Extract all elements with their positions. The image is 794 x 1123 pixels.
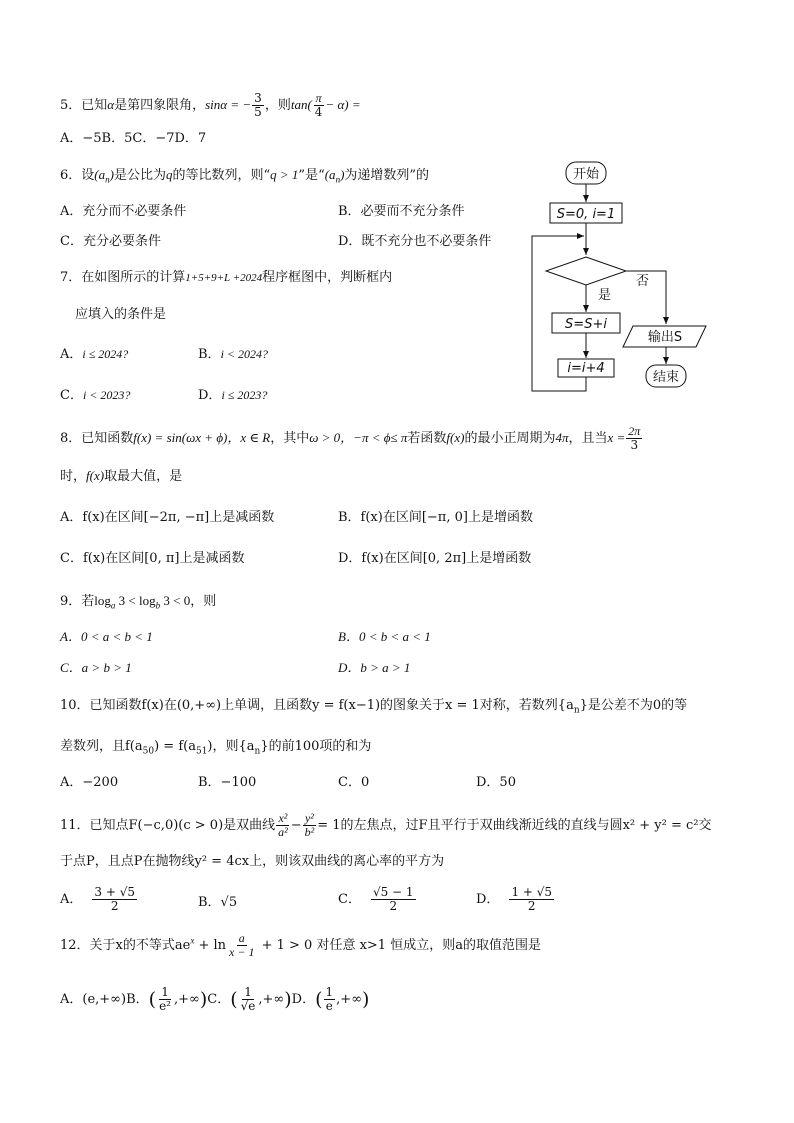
q6-option-d: D．既不充分也不必要条件 xyxy=(338,234,492,249)
q10-option-a: A．−200 xyxy=(60,775,119,790)
q11-stem: 11．已知点F(−c,0)(c > 0)是双曲线 $\frac{\text{x²}}{\text{a²}}$ − $\frac{\text{y²}}{\text{b²}}$ = 1的左焦点，过F且平行于双曲线渐近线的直线与圆x² + y² = c²交 xyxy=(60,811,712,839)
q5-frac: $\frac{3}{5}$ xyxy=(254,91,262,119)
q10-option-d: D．50 xyxy=(476,775,516,790)
q9-option-c: C．a > b > 1 xyxy=(60,660,132,675)
q11-option-d: D． $\frac{1 + √5}{2}$ xyxy=(476,885,553,913)
flow-step2-label: i=i+4 xyxy=(567,361,605,376)
q6-seq2: $(a_n)$ xyxy=(324,167,345,185)
q6-cond: q > 1 xyxy=(270,167,299,182)
q6-option-c: C．充分必要条件 xyxy=(60,234,161,249)
q12-frac: $\frac{a}{x - 1}$ xyxy=(229,931,255,959)
q11-option-a: A． $\frac{3 + √5}{2}$ xyxy=(60,885,135,913)
q10-option-b: B．−100 xyxy=(198,775,257,790)
q8-cond: ω > 0，−π < ϕ≤ π xyxy=(309,430,408,445)
q7-option-a: A．i ≤ 2024? xyxy=(60,347,129,362)
q8-option-d: D．f(x)在区间[0, 2π]上是增函数 xyxy=(338,551,532,566)
q10-stem-line2: 差数列，且$f(a_{50}) = f(a_{51})$，则$\{a_n\}$的前100项的和为 xyxy=(60,739,372,757)
q8-frac: $\frac{2\pi}{3}$ xyxy=(628,424,641,452)
q8-option-a: A．f(x)在区间[−2π, −π]上是减函数 xyxy=(60,510,275,525)
q9-option-a: A．0 < a < b < 1 xyxy=(60,629,153,644)
q10-stem: 10．已知函数f(x)在(0,+∞)上单调，且函数y = f(x−1)的图象关于x = 1对称，若数列$\{a_n\}$是公差不为0的等 xyxy=(60,698,688,716)
q6-stem: 6．设$(a_n)$是公比为q的等比数列，则“q > 1”是“$(a_n)$为递增数列”的 xyxy=(60,167,430,185)
q7-expr: 1+5+9+L +2024 xyxy=(185,272,263,284)
q12-stem: 12．关于x的不等式$ae^x + \ln$ $\frac{a}{x - 1}$ + 1 > 0 对任意 x>1 恒成立，则a的取值范围是 xyxy=(60,931,541,959)
q7-stem: 7．在如图所示的计算1+5+9+L +2024程序框图中，判断框内 xyxy=(60,270,393,285)
q12-option-ab: A．(e,+∞)B． xyxy=(60,992,149,1007)
flow-output-label: 输出S xyxy=(647,330,683,345)
q5-text-a: 5．已知 xyxy=(60,98,108,113)
q5-stem xyxy=(60,92,361,119)
q5-sin: sinα = − xyxy=(205,97,252,112)
q6-option-b: B．必要而不充分条件 xyxy=(338,204,465,219)
flow-start-label: 开始 xyxy=(572,167,600,182)
flow-init-label: S=0, i=1 xyxy=(556,207,616,222)
flowchart xyxy=(520,150,720,400)
q9-option-b: B．0 < b < a < 1 xyxy=(338,629,431,644)
flow-end-label: 结束 xyxy=(652,370,680,385)
q11-frac-x: $\frac{\text{x²}}{\text{a²}}$ xyxy=(278,811,288,839)
q8-stem: 8．已知函数f(x) = sin(ωx + ϕ)，x ∈ R，其中ω > 0，−π < ϕ≤ π若函数f(x)的最小正周期为4π，且当x = $\frac{2\pi}{3}$ xyxy=(60,424,641,452)
q5-alpha: α xyxy=(107,97,115,112)
q11-stem-line2: 于点P，且点P在抛物线y² = 4cx上，则该双曲线的离心率的平方为 xyxy=(60,854,445,869)
flow-step1-label: S=S+i xyxy=(565,317,607,332)
q5-pi-frac: $\frac{\pi}{4}$ xyxy=(314,91,323,119)
q6-option-a: A．充分而不必要条件 xyxy=(60,204,187,219)
q7-option-b: B．i < 2024? xyxy=(198,347,268,362)
q7-option-c: C．i < 2023? xyxy=(60,388,131,403)
flow-yes-label: 是 xyxy=(598,288,612,303)
q8-func: f(x) = sin(ωx + ϕ)，x ∈ R xyxy=(133,430,271,445)
q12-options: A．(e,+∞)B．( $\frac{1}{\text{e²}}$ ,+∞)C．( $\frac{1}{√e}$ ,+∞)D．( $\frac{1}{e}$ ,+∞) xyxy=(60,985,370,1013)
q12-option-d: D． xyxy=(291,992,316,1007)
q9-option-d: D．b > a > 1 xyxy=(338,660,411,675)
q5-options: A．−5B．5C．−7D．7 xyxy=(60,131,207,146)
flow-decision-node xyxy=(546,257,626,285)
q10-option-c: C．0 xyxy=(338,775,370,790)
q8-stem-line2: 时，f(x)取最大值，是 xyxy=(60,468,183,484)
q5-text-c: ，则 xyxy=(264,98,291,113)
q6-q: q xyxy=(165,167,173,182)
q11-option-c: C． $\frac{√5 - 1}{2}$ xyxy=(338,885,414,913)
q5-tan-close: − α) = xyxy=(325,97,361,112)
q5-text-b: 是第四象限角， xyxy=(114,98,206,113)
q9-stem: 9．若$\log_a 3 < \log_b 3 < 0$，则 xyxy=(60,593,217,611)
q7-stem-line2: 应填入的条件是 xyxy=(75,307,167,322)
q12-option-c: C． xyxy=(207,992,231,1007)
q8-option-b: B．f(x)在区间[−π, 0]上是增函数 xyxy=(338,510,533,525)
q11-frac-y: $\frac{\text{y²}}{\text{b²}}$ xyxy=(304,811,315,839)
q9-expr: $\log_a 3 < \log_b 3 < 0$ xyxy=(94,593,191,611)
q8-option-c: C．f(x)在区间[0, π]上是减函数 xyxy=(60,551,245,566)
q7-option-d: D．i ≤ 2023? xyxy=(198,388,268,403)
q11-option-b: B．√5 xyxy=(198,895,238,910)
q6-seq: $(a_n)$ xyxy=(94,167,114,185)
flow-no-label: 否 xyxy=(636,274,650,289)
q5-tan: tan( xyxy=(290,97,312,112)
